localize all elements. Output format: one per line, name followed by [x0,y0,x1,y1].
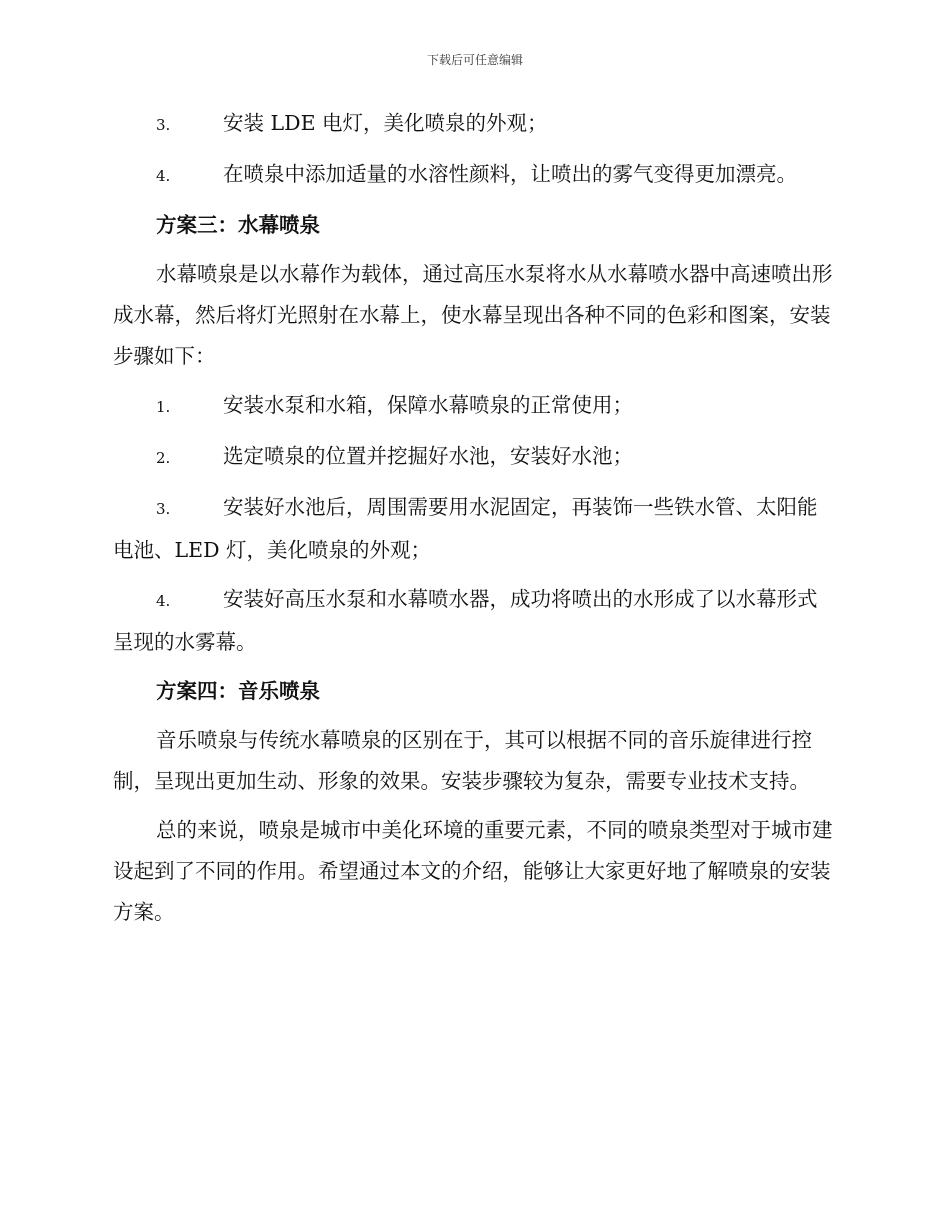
page-header: 下载后可任意编辑 [426,53,523,67]
list-item-4-pigment [113,154,833,197]
list-item-3-decoration [113,487,833,571]
list-item-number: 4. [156,167,171,185]
list-item-3-led-lights [113,103,833,146]
list-item-text: 安装水泵和水箱，保障水幕喷泉的正常使用； [223,393,633,417]
paragraph-conclusion: 总的来说，喷泉是城市中美化环境的重要元素，不同的喷泉类型对于城市建设起到了不同的作用。希望通过本文的介绍，能够让大家更好地了解喷泉的安装方案。 [113,818,833,924]
document-body [113,103,833,941]
list-item-1-pump [113,385,833,428]
list-item-text: 安装好高压水泵和水幕喷水器，成功将喷出的水形成了以水幕形式呈现的水雾幕。 [113,587,818,654]
paragraph-water-curtain-intro: 水幕喷泉是以水幕作为载体，通过高压水泵将水从水幕喷水器中高速喷出形成水幕，然后将灯光照射在水幕上，使水幕呈现出各种不同的色彩和图案，安装步骤如下： [113,262,833,368]
list-item-2-pool [113,436,833,479]
list-item-text: 选定喷泉的位置并挖掘好水池，安装好水池； [223,444,633,468]
list-item-number: 4. [156,592,171,610]
list-item-4-sprayer [113,579,833,663]
list-item-number: 1. [156,398,171,416]
list-item-number: 3. [156,116,171,134]
list-item-text: 在喷泉中添加适量的水溶性颜料，让喷出的雾气变得更加漂亮。 [223,162,797,186]
list-item-text: 安装 LDE 电灯，美化喷泉的外观； [223,111,548,135]
list-item-number: 2. [156,449,171,467]
list-item-number: 3. [156,500,171,518]
section-heading-music-fountain: 方案四：音乐喷泉 [156,679,320,703]
section-heading-water-curtain: 方案三：水幕喷泉 [156,213,320,237]
list-item-text: 安装好水池后，周围需要用水泥固定，再装饰一些铁水管、太阳能电池、LED 灯，美化喷泉的外观； [113,495,818,562]
paragraph-music-fountain: 音乐喷泉与传统水幕喷泉的区别在于，其可以根据不同的音乐旋律进行控制，呈现出更加生动、形象的效果。安装步骤较为复杂，需要专业技术支持。 [113,728,812,793]
